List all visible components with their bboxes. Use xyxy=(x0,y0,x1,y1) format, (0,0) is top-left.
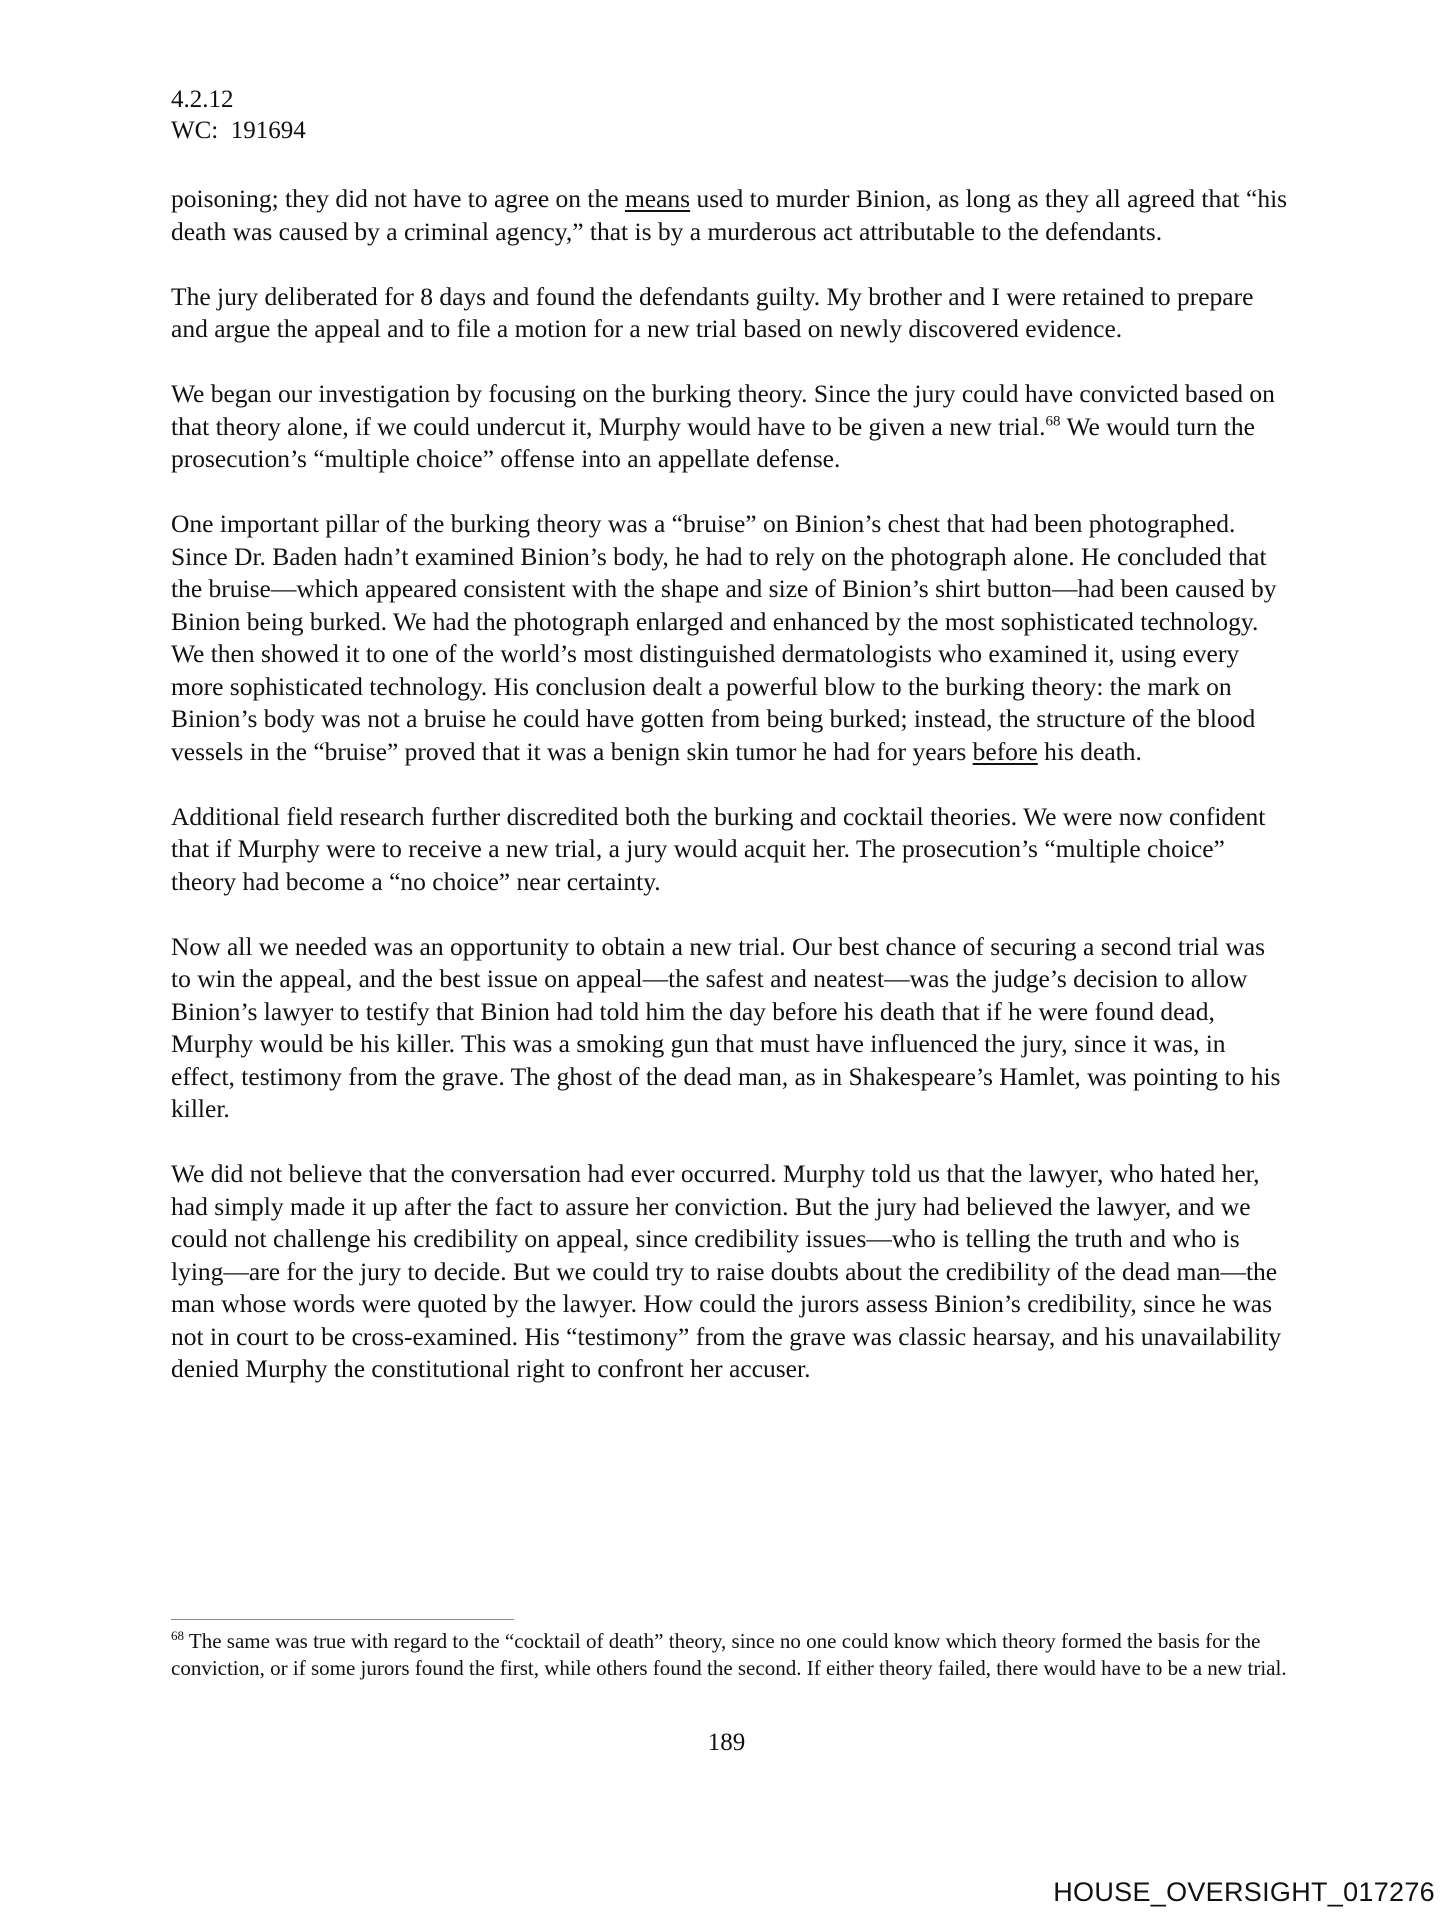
body-paragraph xyxy=(171,281,1291,346)
footnote-number: 68 xyxy=(171,1628,184,1643)
text-run: his death. xyxy=(1037,736,1142,766)
text-run: We did not believe that the conversation had ever occurred. Murphy told us that the lawyer, who hated her, had simply made it up after the fact to assure her conviction. But the jury had believed the lawyer, and we could not challenge his credibility on appeal, since credibility issues—who is telling the truth and who is lying—are for the jury to decide. But we could try to raise doubts about the credibility of the dead man—the man whose words were quoted by the lawyer. How could the jurors assess Binion’s credibility, since he was not in court to be cross-examined. His “testimony” from the grave was classic hearsay, and his unavailability denied Murphy the constitutional right to confront her accuser. xyxy=(171,1159,1282,1383)
header-word-count xyxy=(171,115,306,146)
text-run: poisoning; they did not have to agree on the xyxy=(171,184,625,213)
footnote-text: The same was true with regard to the “cocktail of death” theory, since no one could know which theory formed the basis for the conviction, or if some jurors found the first, while others found the second. If either theory failed, there would have to be a new trial. xyxy=(171,1629,1287,1680)
word-count-value: 191694 xyxy=(230,117,306,144)
body-paragraph xyxy=(171,931,1291,1126)
footnotes xyxy=(171,1628,1291,1681)
underlined-text: means xyxy=(624,184,691,213)
word-count-label: WC: xyxy=(171,117,219,144)
footnote xyxy=(171,1628,1291,1681)
text-run: We began our investigation by focusing on the burking theory. Since the jury could have convicted based on that theory alone, if we could undercut it, Murphy would have to be given a new trial. xyxy=(171,379,1275,441)
document-header xyxy=(171,84,306,146)
bates-number: HOUSE_OVERSIGHT_017276 xyxy=(1053,1877,1435,1907)
header-date: 4.2.12 xyxy=(171,86,234,113)
text-run: The jury deliberated for 8 days and found the defendants guilty. My brother and I were retained to prepare and argue the appeal and to file a motion for a new trial based on newly discovered evidence. xyxy=(171,281,1254,343)
underlined-text: before xyxy=(972,736,1038,766)
body-paragraph xyxy=(171,183,1291,248)
text-run: used to murder Binion, as long as they all agreed that “his death was caused by a criminal agency,” that is by a murderous act attributable to the defendants. xyxy=(171,184,1288,246)
text-run: We would turn the prosecution’s “multiple choice” offense into an appellate defense. xyxy=(171,411,1255,473)
footnote-reference: 68 xyxy=(1045,413,1061,429)
body-paragraph xyxy=(171,801,1291,899)
text-run: One important pillar of the burking theory was a “bruise” on Binion’s chest that had been photographed. Since Dr. Baden hadn’t examined Binion’s body, he had to rely on the photograph alone. He concluded that the bruise—which appeared consistent with the shape and size of Binion’s shirt button—had been caused by Binion being burked. We had the photograph enlarged and enhanced by the most sophisticated technology. We then showed it to one of the world’s most distinguished dermatologists who examined it, using every more sophisticated technology. His conclusion dealt a powerful blow to the burking theory: the mark on Binion’s body was not a bruise he could have gotten from being burked; instead, the structure of the blood vessels in the “bruise” proved that it was a benign skin tumor he had for years xyxy=(171,509,1277,766)
footnote-separator xyxy=(171,1619,514,1620)
body-paragraph xyxy=(171,1158,1291,1386)
body-text xyxy=(171,183,1291,1418)
body-paragraph xyxy=(171,508,1291,768)
body-paragraph xyxy=(171,378,1291,476)
text-run: Additional field research further discredited both the burking and cocktail theories. We were now confident that if Murphy were to receive a new trial, a jury would acquit her. The prosecution’s “multiple choice” theory had become a “no choice” near certainty. xyxy=(171,801,1266,896)
text-run: Now all we needed was an opportunity to obtain a new trial. Our best chance of securing a second trial was to win the appeal, and the best issue on appeal—the safest and neatest—was the judge’s decision to allow Binion’s lawyer to testify that Binion had told him the day before his death that if he were found dead, Murphy would be his killer. This was a smoking gun that must have influenced the jury, since it was, in effect, testimony from the grave. The ghost of the dead man, as in Shakespeare’s Hamlet, was pointing to his killer. xyxy=(171,931,1281,1123)
page-number: 189 xyxy=(707,1729,746,1756)
